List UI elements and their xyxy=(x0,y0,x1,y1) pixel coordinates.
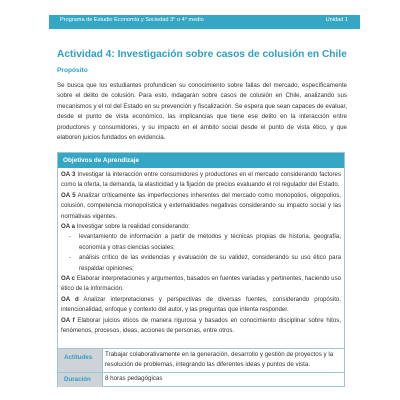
cell-divider xyxy=(102,373,103,387)
subitem-text: levantamiento de información a partir de métodos y técnicas propias de historia, geografía, economía y otras ciencias sociales; xyxy=(79,233,341,251)
program-title: Programa de Estudio Economía y Sociedad 3° o 4° medio xyxy=(60,17,204,23)
objective-text: Elaborar interpretaciones y argumentos, basados en fuentes variadas y pertinentes, haciendo uso ético de la información. xyxy=(61,275,342,293)
duration-label-cell xyxy=(58,373,102,387)
purpose-text: Se busca que los estudiantes profundicen su conocimiento sobre fallas del mercado, específicamente sobre el delito de colusión. Para esto, indagarán sobre casos de colusión en Chile, analizando sus mecanismos y el rol del Estado en su prevención y fiscalización. Se espera que sean capaces de evaluar, desde el punto de vista económico, las implicancias que tiene ese delito en la interacción entre productores y consumidores, y su impacto en el ámbito social desde el punto de vista ético, y que elaboren juicios fundados en evidencia. xyxy=(57,82,347,142)
unit-label: Unidad 1 xyxy=(325,17,348,23)
objective-item xyxy=(61,316,341,337)
bullet-dash: - xyxy=(69,254,72,262)
objective-subitem xyxy=(61,232,341,253)
objective-text: Analizar interpretaciones y perspectivas de diversas fuentes, considerando propósito, intencionalidad, enfoque y contexto del autor, y las preguntas que intenta responder. xyxy=(61,295,341,314)
purpose-heading: Propósito xyxy=(57,67,88,74)
objective-text: Elaborar juicios éticos de manera rigurosa y basados en conocimiento disciplinar sobre hitos, fenómenos, procesos, ideas, acciones de personas, entre otros. xyxy=(61,316,341,335)
header-banner xyxy=(49,15,360,29)
objective-text: Investigar la interacción entre consumidores y productores en el mercado considerando factores como la oferta, la demanda, la elasticidad y la fijación de precios evaluando el rol regulador del Estado. xyxy=(61,171,341,189)
duration-value: 8 horas pedagógicas xyxy=(105,375,163,382)
objective-item xyxy=(61,222,341,232)
objective-item xyxy=(61,191,341,222)
objective-item xyxy=(61,295,341,316)
objective-subitem xyxy=(61,253,341,274)
duration-row xyxy=(58,372,344,387)
attitudes-label: Actitudes xyxy=(64,354,93,361)
objective-code: OA 3 xyxy=(61,171,76,178)
attitudes-label-cell xyxy=(58,349,102,372)
objective-code: OA c xyxy=(61,275,76,283)
objective-code: OA f xyxy=(61,316,75,324)
objective-text: Investigar sobre la realidad considerando: xyxy=(75,223,190,231)
objectives-table xyxy=(57,152,345,387)
subitem-text: análisis crítico de las evidencias y evaluación de su validez, considerando su uso ético para respaldar opiniones; xyxy=(79,254,341,272)
objective-code: OA a xyxy=(61,223,75,231)
objective-code: OA 5 xyxy=(61,191,76,199)
cell-divider xyxy=(102,349,103,372)
attitudes-row xyxy=(58,348,344,372)
objectives-heading: Objetivos de Aprendizaje xyxy=(63,157,140,164)
activity-title: Actividad 4: Investigación sobre casos de colusión en Chile xyxy=(57,49,347,60)
bullet-dash: - xyxy=(69,233,72,241)
objective-text: Analizar críticamente las imperfecciones inherentes del mercado como monopolios, oligopolios, colusión, competencia monopolística y externalidades negativas considerando su impacto social y las normativas vigentes. xyxy=(61,191,341,220)
objective-item xyxy=(61,274,341,295)
attitudes-value: Trabajar colaborativamente en la generación, desarrollo y gestión de proyectos y la resolución de problemas, integrando las diferentes ideas y puntos de vista. xyxy=(105,351,334,369)
objective-code: OA d xyxy=(61,295,79,303)
objective-item xyxy=(61,170,341,191)
objectives-header xyxy=(58,153,344,168)
duration-label: Duración xyxy=(64,376,91,383)
objectives-body xyxy=(58,168,344,348)
